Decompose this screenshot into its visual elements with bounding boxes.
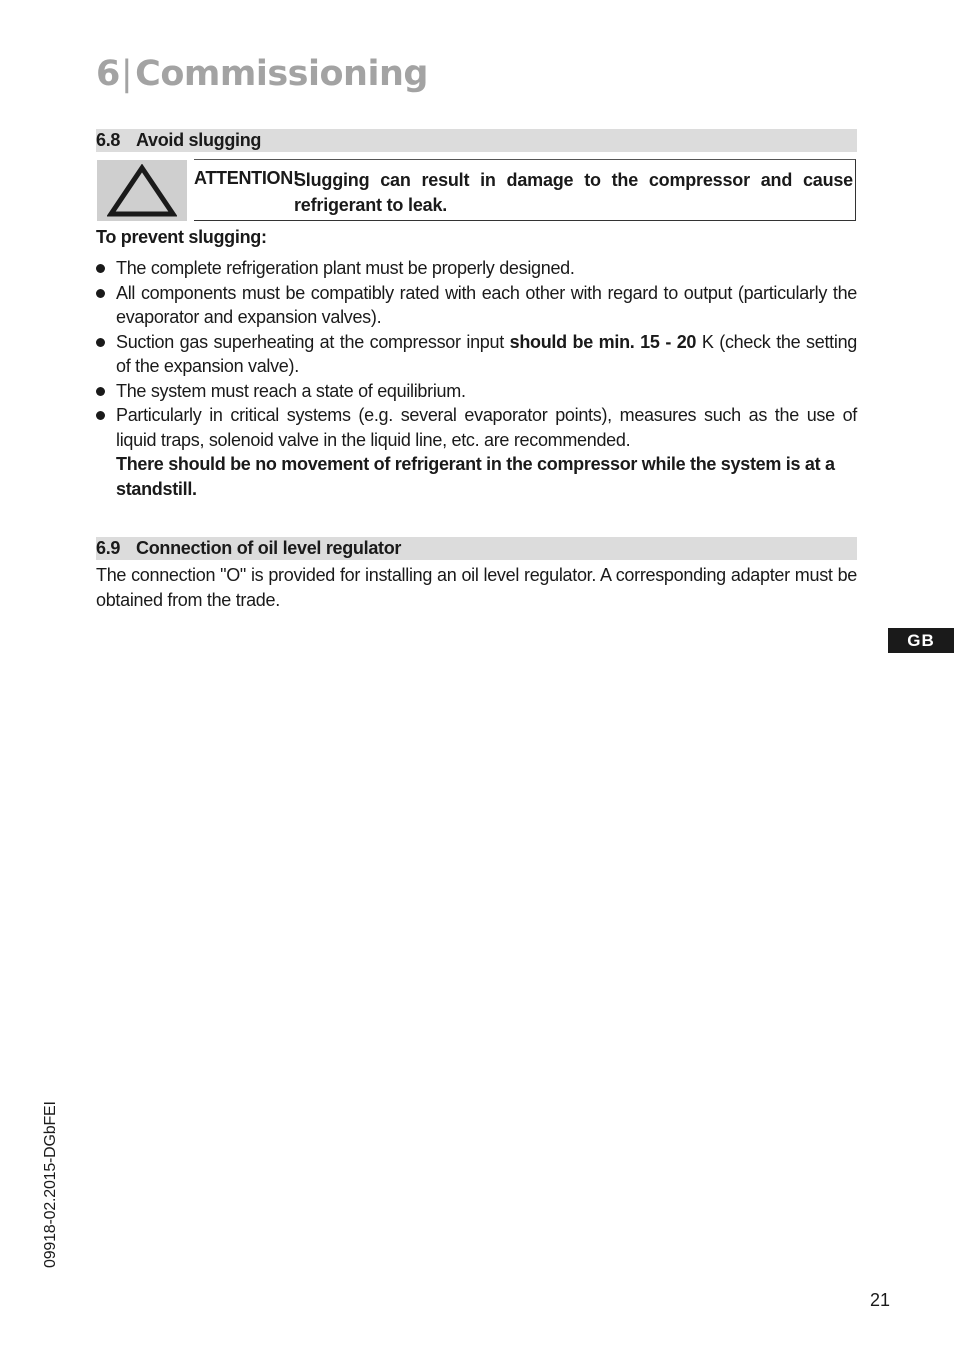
list-item-text: The system must reach a state of equilibrium.: [116, 380, 466, 401]
list-item-text: The complete refrigeration plant must be properly designed.: [116, 258, 575, 278]
list-item: [96, 256, 857, 281]
attention-label: ATTENTION!: [194, 168, 299, 188]
list-item: [96, 403, 857, 501]
standstill-note: There should be no movement of refrigerant in the compressor while the system is at a standstill.: [116, 454, 835, 499]
prevent-slugging-heading: To prevent slugging:: [96, 227, 267, 247]
section-number: 6.9: [96, 538, 121, 558]
list-item-text: Particularly in critical systems (e.g. several evaporator points), measures such as the use of liquid traps, solenoid valve in the liquid line, etc. are recommended.: [116, 405, 857, 450]
list-item: [96, 330, 857, 379]
document-code: 09918-02.2015-DGbFEI: [42, 1101, 59, 1268]
list-item-text-after: K (check the setting of the expansion valve).: [116, 331, 857, 376]
prevention-list: [96, 256, 857, 501]
chapter-separator: |: [120, 54, 133, 94]
bullet-icon: [96, 264, 105, 273]
warning-triangle-icon: [107, 164, 177, 218]
attention-line-2: refrigerant to leak.: [294, 195, 448, 215]
oil-regulator-paragraph: The connection "O" is provided for installing an oil level regulator. A corresponding adapter must be obtained from the trade.: [96, 565, 857, 610]
bullet-icon: [96, 289, 105, 298]
page-number: 21: [869, 1290, 890, 1310]
list-item-text-strong: should be min. 15 - 20: [509, 331, 697, 352]
list-item: [96, 281, 857, 330]
warning-icon-box: [97, 160, 187, 221]
section-heading-6-8: [96, 129, 857, 152]
attention-line-1: Slugging can result in damage to the compressor and cause: [294, 170, 853, 190]
section-title: Avoid slugging: [136, 130, 262, 150]
chapter-name: Commissioning: [135, 54, 428, 94]
chapter-title: [96, 54, 428, 94]
list-item: [96, 379, 857, 404]
language-tab: GB: [888, 628, 954, 653]
list-item-text-before: Suction gas superheating at the compressor input: [116, 331, 510, 352]
section-heading-6-9: [96, 537, 857, 560]
bullet-icon: [96, 387, 105, 396]
list-item-text: All components must be compatibly rated with each other with regard to output (particularly the evaporator and expansion valves).: [116, 282, 857, 327]
chapter-number: 6: [96, 54, 120, 94]
section-number: 6.8: [96, 130, 121, 150]
bullet-icon: [96, 338, 105, 347]
section-title: Connection of oil level regulator: [136, 538, 402, 558]
bullet-icon: [96, 411, 105, 420]
attention-text: [294, 168, 853, 218]
attention-box: [194, 159, 856, 221]
